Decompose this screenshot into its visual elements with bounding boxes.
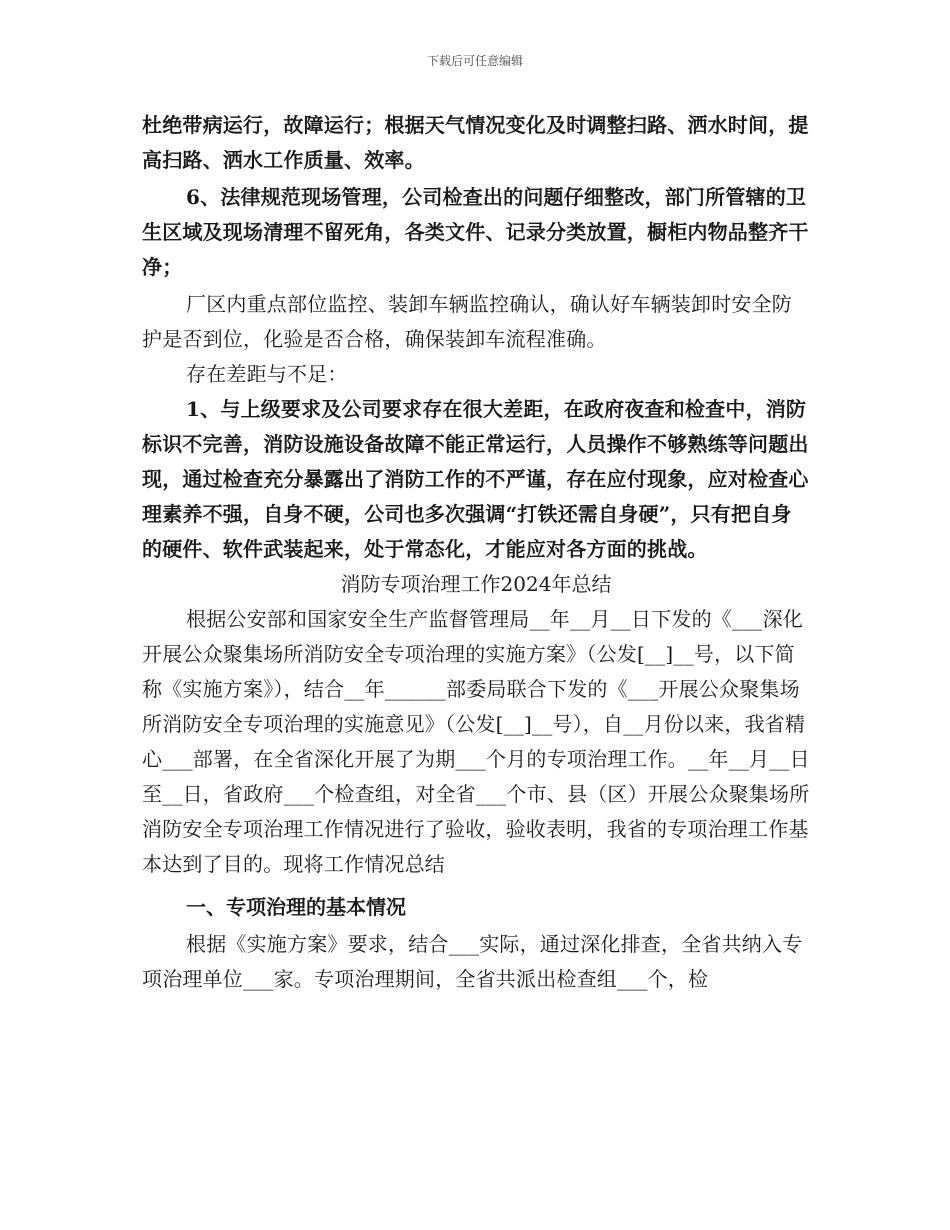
- paragraph-7: 根据《实施方案》要求，结合___实际，通过深化排查，全省共纳入专项治理单位___家。专项治理期间，全省共派出检查组___个，检: [142, 932, 803, 991]
- paragraph-6: 根据公安部和国家安全生产监督管理局__年__月__日下发的《___深化开展公众聚集场所消防安全专项治理的实施方案》（公发[__]__号，以下简称《实施方案》），结合__年______部委局联合下发的《___开展公众聚集场所消防安全专项治理的实施意见》（公发[__]__号），自__月份以来，我省精心___部署，在全省深化开展了为期___个月的专项治理工作。__年__月__日至__日，省政府___个检查组，对全省___个市、县（区）开展公众聚集场所消防安全专项治理工作情况进行了验收，验收表明，我省的专项治理工作基本达到了目的。现将工作情况总结: [142, 607, 810, 876]
- page-header: 下载后可任意编辑: [426, 54, 523, 68]
- section-title: 消防专项治理工作2024年总结: [340, 572, 612, 596]
- paragraph-1: 杜绝带病运行，故障运行；根据天气情况变化及时调整扫路、洒水时间，提高扫路、洒水工作质量、效率。: [142, 113, 809, 172]
- section-heading: 一、专项治理的基本情况: [186, 895, 406, 919]
- document-body: [142, 108, 810, 997]
- paragraph-3: 厂区内重点部位监控、装卸车辆监控确认，确认好车辆装卸时安全防护是否到位，化验是否合格，确保装卸车流程准确。: [142, 292, 792, 351]
- paragraph-5: 1、与上级要求及公司要求存在很大差距，在政府夜查和检查中，消防标识不完善，消防设施设备故障不能正常运行，人员操作不够熟练等问题出现，通过检查充分暴露出了消防工作的不严谨，存在应付现象，应对检查心理素养不强，自身不硬，公司也多次强调“打铁还需自身硬”，只有把自身的硬件、软件武装起来，处于常态化，才能应对各方面的挑战。: [142, 397, 809, 561]
- paragraph-2: 6、法律规范现场管理，公司检查出的问题仔细整改，部门所管辖的卫生区域及现场清理不留死角，各类文件、记录分类放置，橱柜内物品整齐干净；: [142, 185, 809, 279]
- paragraph-4: 存在差距与不足：: [186, 362, 348, 386]
